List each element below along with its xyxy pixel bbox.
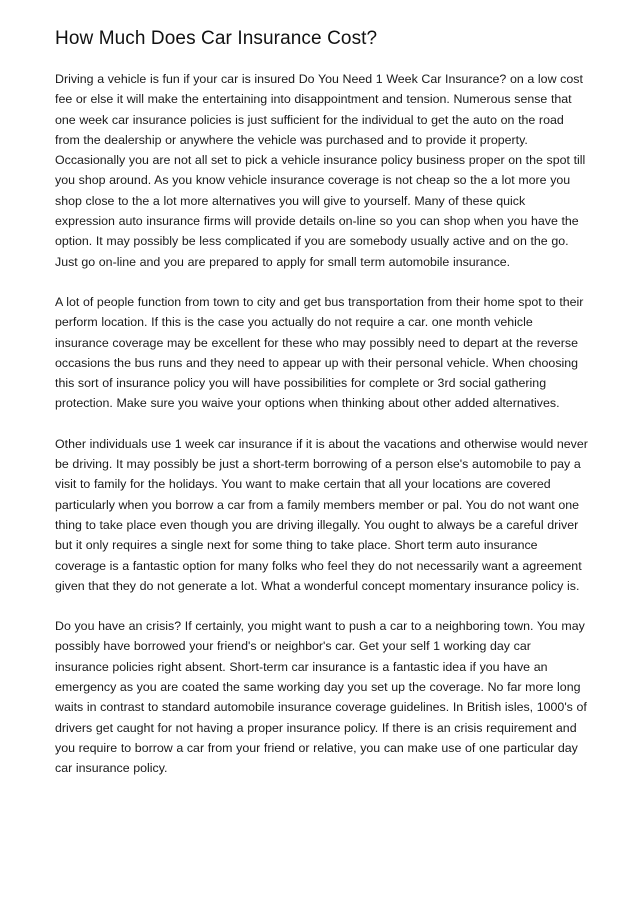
paragraph-4: Do you have an crisis? If certainly, you might want to push a car to a neighboring town. You may possibly have borrowed your friend's or neighbor's car. Get your self 1 working day car insurance policies right absent. Short-term car insurance is a fantastic idea if you have an emergency as you are coated the same working day you set up the coverage. No far more long waits in contrast to standard automobile insurance coverage guidelines. In British isles, 1000's of drivers get caught for not having a proper insurance policy. If there is an crisis requirement and you require to borrow a car from your friend or relative, you can make use of one particular day car insurance policy.	[55, 619, 587, 776]
paragraph-3: Other individuals use 1 week car insurance if it is about the vacations and otherwise would never be driving. It may possibly be just a short-term borrowing of a person else's automobile to pay a visit to family for the holidays. You want to make certain that all your locations are covered particularly when you borrow a car from a family members member or pal. You do not want one thing to take place even though you are driving illegally. You ought to always be a careful driver but it only requires a single next for some thing to take place. Short term auto insurance coverage is a fantastic option for many folks who feel they do not necessarily want a agreement given that they do not generate a lot. What a wonderful concept momentary insurance policy is.	[55, 436, 588, 593]
paragraph-2: A lot of people function from town to city and get bus transportation from their home spot to their perform location. If this is the case you actually do not require a car. one month vehicle insurance coverage may be excellent for these who may possibly need to depart at the reverse occasions the bus runs and they need to appear up with their personal vehicle. When choosing this sort of insurance policy you will have possibilities for complete or 3rd social gathering protection. Make sure you waive your options when thinking about other added alternatives.	[55, 294, 584, 411]
paragraph-1: Driving a vehicle is fun if your car is insured Do You Need 1 Week Car Insurance? on a low cost fee or else it will make the entertaining into disappointment and tension. Numerous sense that one week car insurance policies is just sufficient for the individual to get the auto on the road from the dealership or anywhere the vehicle was purchased and to provide it property. Occasionally you are not all set to pick a vehicle insurance policy business proper on the spot till you shop around. As you know vehicle insurance coverage is not cheap so the a lot more you shop close to the a lot more alternatives you will give to yourself. Many of these quick expression auto insurance firms will provide details on-line so you can shop when you have the option. It may possibly be less complicated if you are somebody usually active and on the go. Just go on-line and you are prepared to apply for small term automobile insurance.	[55, 72, 586, 269]
document-title: How Much Does Car Insurance Cost?	[55, 28, 378, 49]
